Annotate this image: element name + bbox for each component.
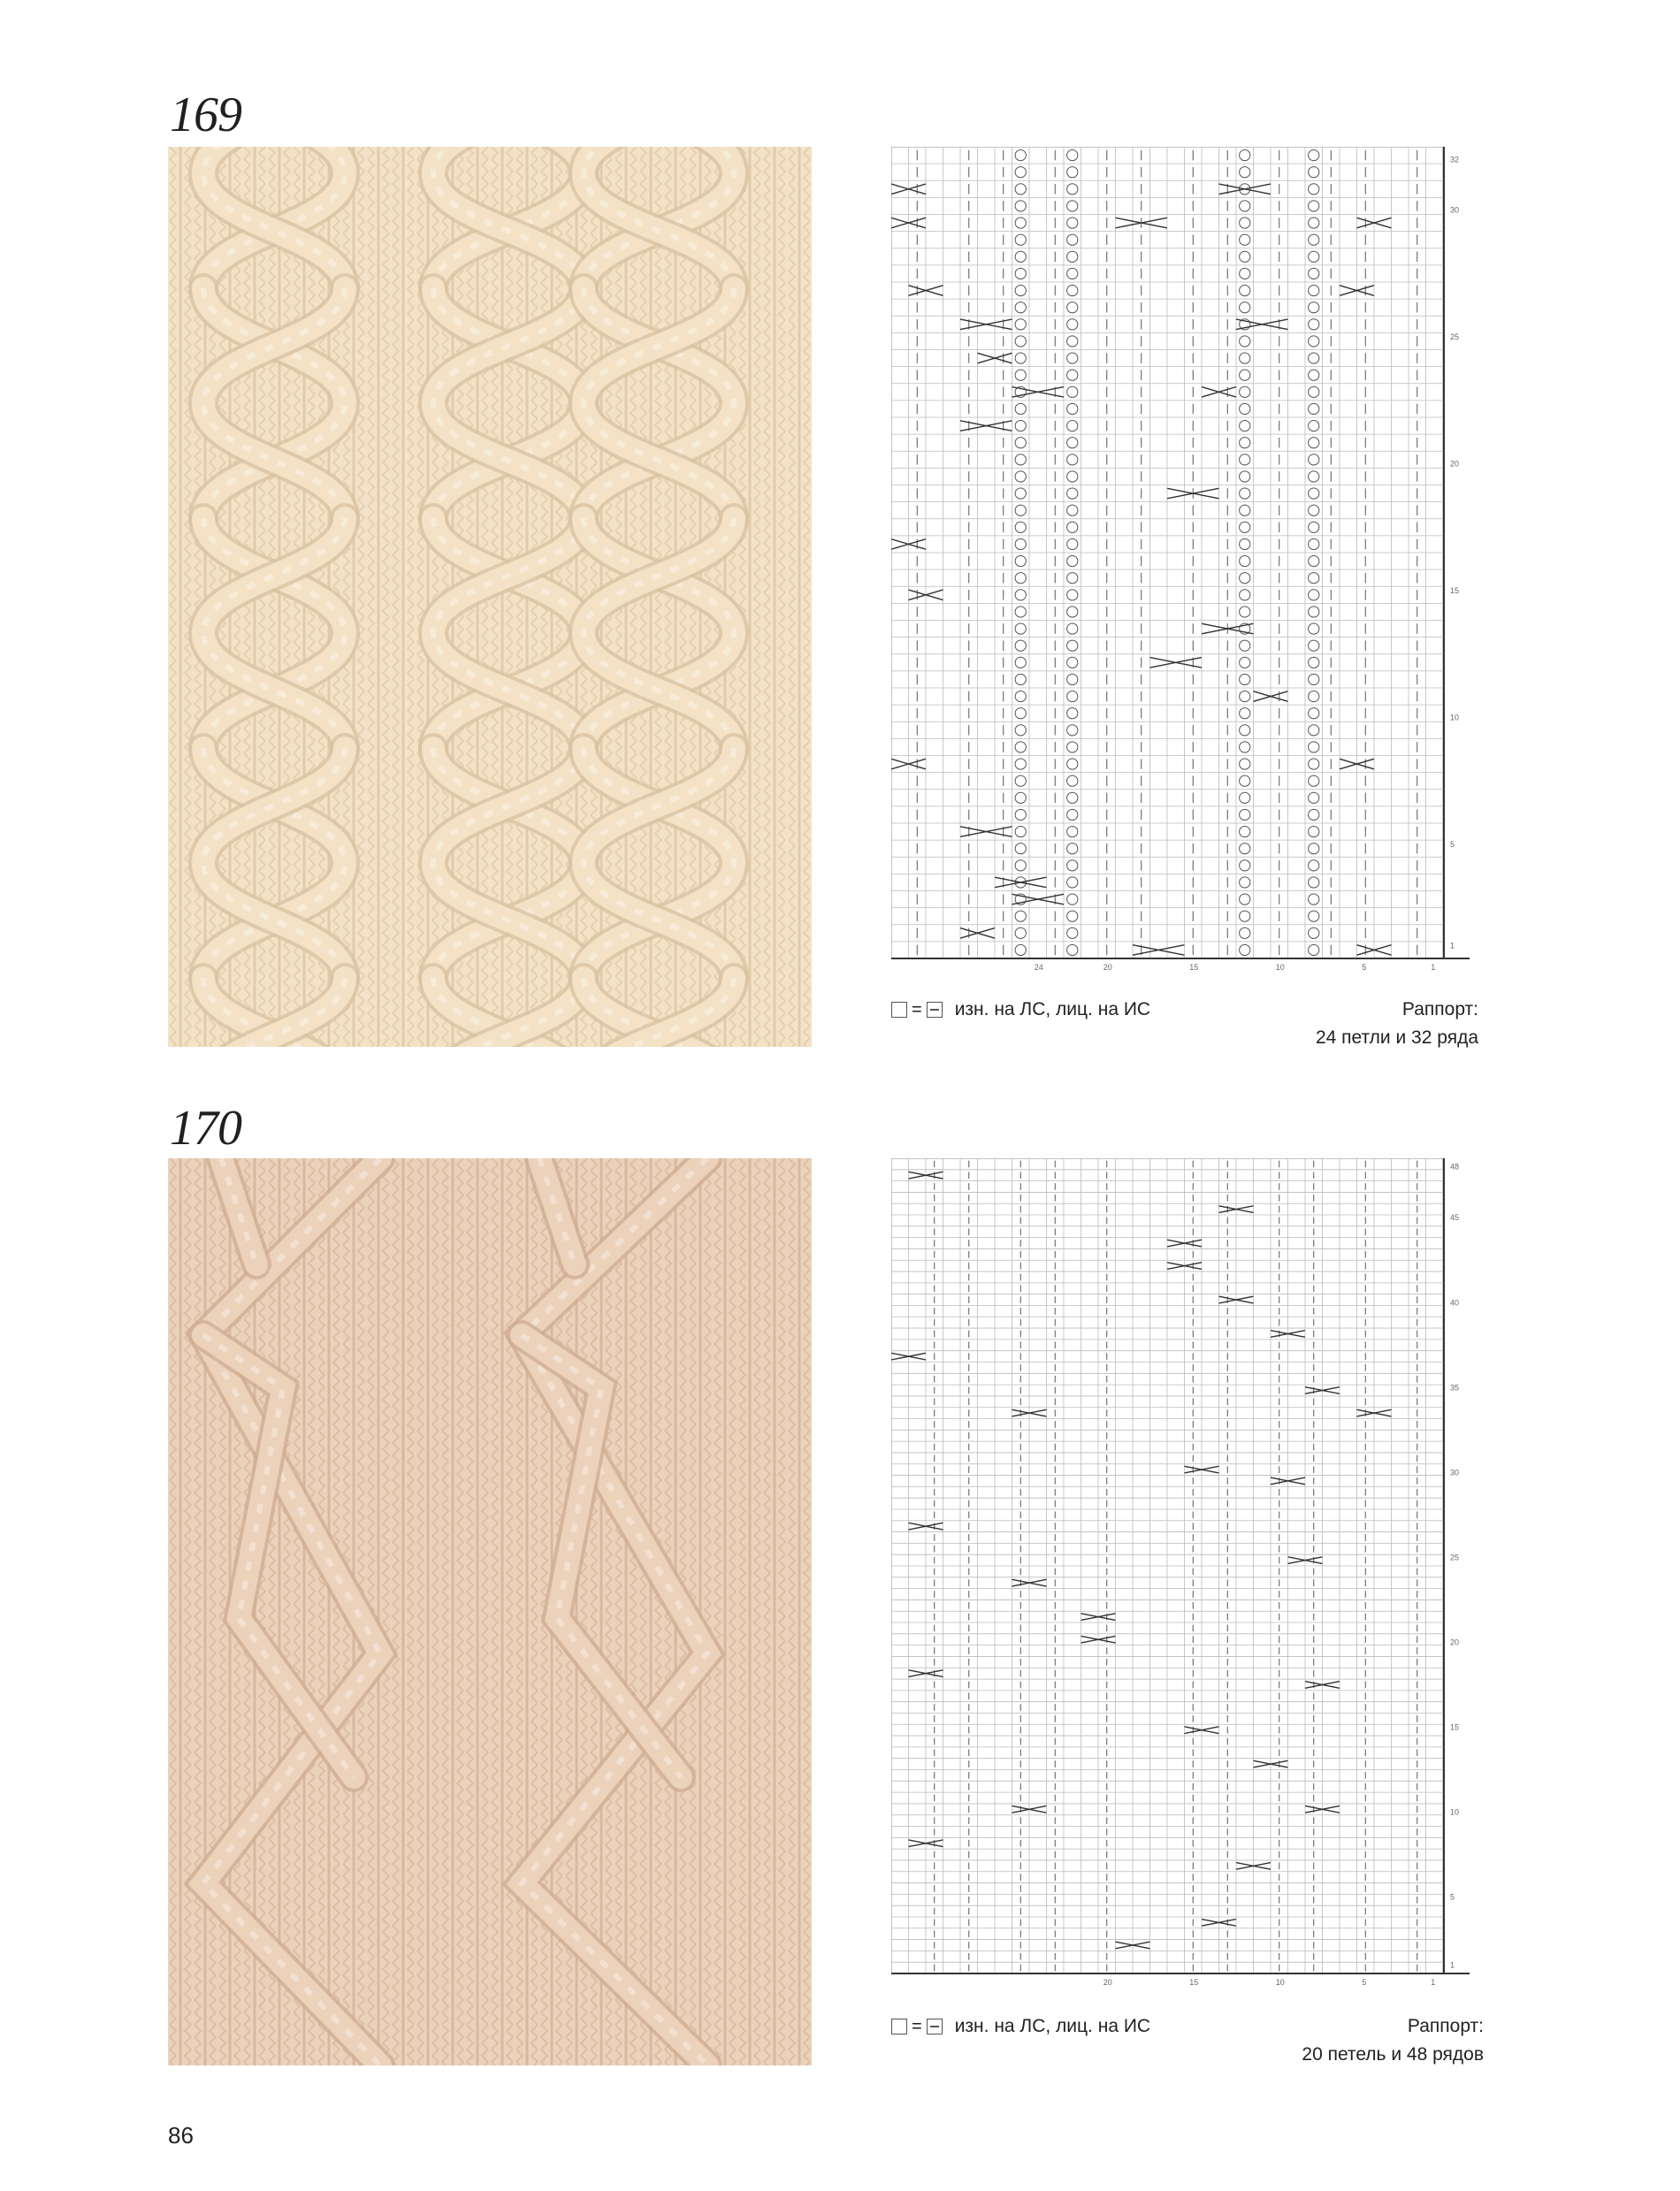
repeat-title: Раппорт: <box>1401 999 1478 1019</box>
row-label: 10 <box>1450 1807 1460 1817</box>
column-label: 1 <box>1431 1978 1436 1987</box>
column-label: 5 <box>1362 963 1367 972</box>
repeat-text: 20 петель и 48 рядов <box>1302 2044 1484 2065</box>
row-label: 30 <box>1450 1468 1460 1477</box>
column-label: 15 <box>1189 963 1199 972</box>
chart-legend <box>891 999 1150 1020</box>
column-label: 10 <box>1275 1978 1285 1987</box>
knitting-chart <box>891 1158 1478 1991</box>
row-label: 5 <box>1450 1892 1455 1902</box>
chart-grid <box>891 1158 1470 1973</box>
row-label: 1 <box>1450 941 1455 950</box>
column-label: 24 <box>1034 963 1043 972</box>
pattern-number: 170 <box>170 1101 241 1156</box>
purl-symbol-icon <box>927 2019 943 2034</box>
empty-square-icon <box>891 2019 907 2034</box>
legend-equals: = <box>912 999 922 1019</box>
row-label: 40 <box>1450 1298 1460 1308</box>
row-label: 32 <box>1450 155 1460 164</box>
column-label: 15 <box>1189 1978 1199 1987</box>
empty-square-icon <box>891 1002 907 1018</box>
row-label: 35 <box>1450 1383 1460 1393</box>
column-label: 1 <box>1431 963 1436 972</box>
purl-symbol-icon <box>927 1002 943 1018</box>
column-label: 20 <box>1103 1978 1112 1987</box>
row-label: 1 <box>1450 1960 1455 1970</box>
pattern-number: 169 <box>170 88 241 142</box>
repeat-title: Раппорт: <box>1407 2016 1484 2036</box>
repeat-info <box>1316 996 1478 1052</box>
row-label: 25 <box>1450 1553 1460 1562</box>
repeat-text: 24 петли и 32 ряда <box>1315 1027 1478 1048</box>
legend-text: изн. на ЛС, лиц. на ИС <box>954 999 1151 1019</box>
row-label: 25 <box>1450 332 1460 342</box>
row-label: 20 <box>1450 459 1460 469</box>
legend-text: изн. на ЛС, лиц. на ИС <box>954 2016 1151 2036</box>
knit-swatch-photo <box>168 1158 812 2065</box>
row-label: 48 <box>1450 1162 1460 1172</box>
row-label: 20 <box>1450 1638 1460 1647</box>
row-label: 15 <box>1450 586 1460 596</box>
row-label: 30 <box>1450 205 1460 215</box>
knit-swatch-photo <box>168 147 812 1047</box>
page-number: 86 <box>168 2122 194 2149</box>
row-label: 45 <box>1450 1213 1460 1223</box>
chart-legend <box>891 2016 1150 2037</box>
row-label: 5 <box>1450 839 1455 849</box>
legend-equals: = <box>912 2016 922 2036</box>
column-label: 10 <box>1275 963 1285 972</box>
knitting-chart <box>891 147 1478 976</box>
row-label: 10 <box>1450 713 1460 722</box>
row-label: 15 <box>1450 1722 1460 1732</box>
column-label: 20 <box>1103 963 1112 972</box>
column-label: 5 <box>1362 1978 1367 1987</box>
repeat-info <box>1302 2012 1484 2069</box>
chart-grid <box>891 147 1470 958</box>
